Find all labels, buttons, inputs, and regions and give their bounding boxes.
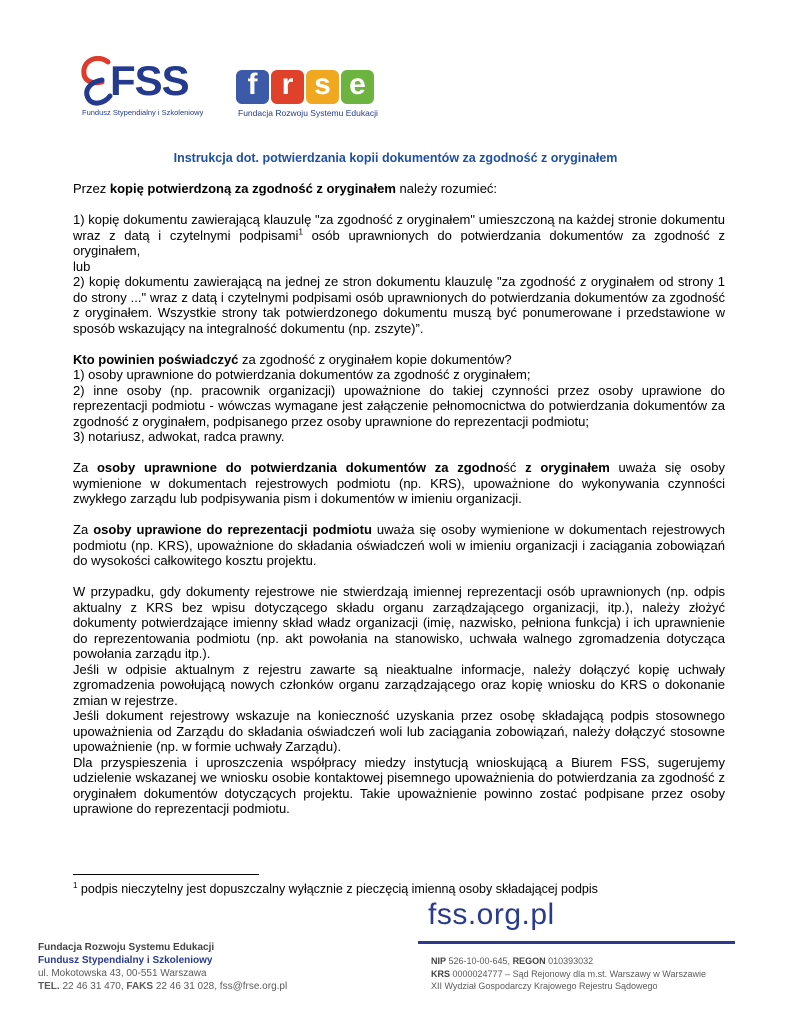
frse-letter-s: s [306, 70, 339, 104]
frse-logo [236, 70, 381, 126]
frse-letter-f: f [236, 70, 269, 104]
footer-divider [418, 941, 735, 944]
frse-letter-e: e [341, 70, 374, 104]
footer-registry: NIP 526-10-00-645, REGON 010393032 KRS 0000024777 – Sąd Rejonowy dla m.st. Warszawy w Warszawie XII Wydział Gospodarczy Krajowego Rejestru Sądowego [431, 956, 706, 991]
fss-logo [80, 56, 204, 122]
fss-logo-mark-icon [80, 56, 114, 106]
who-item-1: 1) osoby uprawnione do potwierdzania dokumentów za zgodność z oryginałem; [73, 367, 531, 382]
cases-paragraph-3: Jeśli dokument rejestrowy wskazuje na konieczność uzyskania przez osobę składającą podpis stosownego upoważnienia od Zarządu do składania oświadczeń woli lub zaciągania zobowiązań, należy dołączyć stosowne upoważnienie (np. w formie uchwały Zarządu). [73, 708, 725, 754]
who-question: Kto powinien poświadczyć za zgodność z oryginałem kopie dokumentów? [73, 351, 512, 367]
fss-logo-subtitle: Fundusz Stypendialny i Szkoleniowy [82, 108, 204, 117]
confirm-persons-paragraph: Za osoby uprawnione do potwierdzania dokumentów za zgodność z oryginałem uważa się osoby wymienione w dokumentach rejestrowych podmiotu (np. KRS), upoważnione do wykonywania czynności zwykłego zarządu lub podpisywania pism i dokumentów w imieniu organizacji. [73, 460, 725, 506]
cases-paragraph-4: Dla przyspieszenia i uproszczenia współpracy miedzy instytucją wnioskującą a Biurem FSS, sugerujemy udzielenie wskazanej we wniosku osobie kontaktowej pisemnego upoważnienia do potwierdzania za zgodność z oryginałem dokumentów dotyczących projektu. Takie upoważnienie powinno zostać podpisane przez osoby uprawione do reprezentacji podmiotu. [73, 754, 725, 816]
footnote-ref: 1 [298, 227, 303, 237]
definition-or: lub [73, 258, 91, 274]
who-item-2: 2) inne osoby (np. pracownik organizacji) upoważnione do takiej czynności przez osoby uprawione do reprezentacji podmiotu - wówczas wymagane jest załączenie pełnomocnictwa do potwierdzania dokumentów za zgodność z oryginałem, podpisanego przez osoby uprawnione do reprezentacji podmiotu; [73, 382, 725, 429]
frse-logo-subtitle: Fundacja Rozwoju Systemu Edukacji [238, 108, 378, 118]
footer-contact: Fundacja Rozwoju Systemu Edukacji Fundusz Stypendialny i Szkoleniowy ul. Mokotowska 43, 00-551 Warszawa TEL. 22 46 31 470, FAKS 22 46 31 028, fss@frse.org.pl [38, 942, 288, 992]
frse-letter-r: r [271, 70, 304, 104]
fss-logo-word: FSS [110, 57, 189, 104]
definition-1: 1) kopię dokumentu zawierającą klauzulę "za zgodność z oryginałem" umieszczoną na każdej stronie dokumentu wraz z datą i czytelnymi podpisami$^1$ osób uprawnionych do potwierdzania dokumentów za zgodność z oryginałem, [73, 212, 725, 258]
document-body [73, 181, 725, 817]
footer-website: fss.org.pl [428, 898, 555, 931]
cases-paragraph-1: W przypadku, gdy dokumenty rejestrowe nie stwierdzają imiennej reprezentacji osób uprawnionych (np. odpis aktualny z KRS bez wpisu dotyczącego składu organu zarządzającego organizacji, itp.), należy złożyć dokumenty potwierdzające imienny skład władz organizacji (imię, nazwisko, pełniona funkcja) i ich uprawnienie do reprezentowania podmiotu (np. akt powołania na stanowisko, uchwała walnego zgromadzenia dotycząca powołania zarządu itp.). [73, 584, 725, 661]
definition-2: 2) kopię dokumentu zawierającą na jednej ze stron dokumentu klauzulę "za zgodność z oryginałem od strony 1 do strony ..." wraz z datą i czytelnymi podpisami osób uprawnionych do potwierdzania dokumentów za zgodność z oryginałem. Wszystkie strony tak potwierdzonego dokumentu muszą być ponumerowane i przedstawione w sposób wskazujący na integralność dokumentu (np. zszyte)”. [73, 274, 725, 336]
intro-paragraph: Przez kopię potwierdzoną za zgodność z oryginałem należy rozumieć: [73, 181, 498, 196]
footnote: $^1$ podpis nieczytelny jest dopuszczalny wyłącznie z pieczęcią imienną osoby składającej podpis [73, 880, 598, 896]
footnote-divider [73, 874, 259, 875]
cases-paragraph-2: Jeśli w odpisie aktualnym z rejestru zawarte są nieaktualne informacje, należy dołączyć kopię uchwały zgromadzenia powołującą nowych członków organu zarządzającego oraz kopię wniosku do KRS o dokonanie zmian w rejestrze. [73, 661, 725, 708]
representation-paragraph: Za osoby uprawione do reprezentacji podmiotu uważa się osoby wymienione w dokumentach rejestrowych podmiotu (np. KRS), upoważnione do składania oświadczeń woli w imieniu organizacji i zaciągania zobowiązań do wysokości całkowitego kosztu projektu. [73, 522, 725, 568]
document-title: Instrukcja dot. potwierdzania kopii dokumentów za zgodność z oryginałem [173, 151, 618, 165]
who-item-3: 3) notariusz, adwokat, radca prawny. [73, 429, 285, 444]
